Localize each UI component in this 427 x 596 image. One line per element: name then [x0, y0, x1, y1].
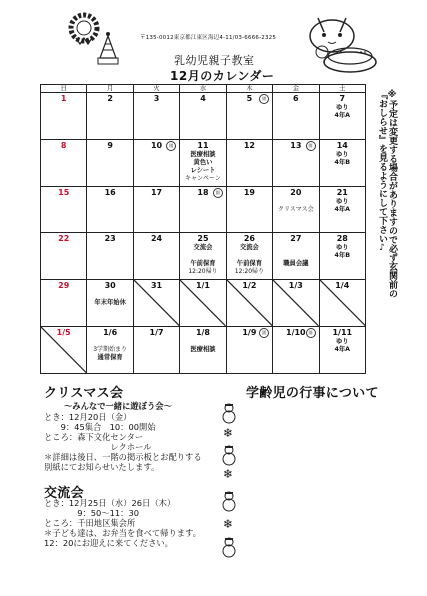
calendar-day-cell — [319, 139, 365, 186]
calendar-day-cell — [273, 93, 319, 140]
weekday-header-row — [41, 85, 366, 93]
calendar-day-cell — [226, 186, 272, 233]
calendar-day-cell — [87, 233, 133, 280]
weekday-label: 木 — [226, 85, 272, 93]
weekday-label: 水 — [180, 85, 226, 93]
snowflake-icon: ❄ — [223, 467, 234, 481]
weekday-label: 金 — [273, 85, 319, 93]
closed-day-slash — [320, 280, 365, 326]
day-event-text: 医療相談 — [190, 150, 216, 158]
calendar-day-cell — [180, 233, 226, 280]
day-event-text: 午前保育 — [190, 260, 216, 268]
day-number: 7 — [339, 94, 346, 103]
christmas-line: ところ：森下文化センター — [44, 432, 144, 442]
closed-day-slash — [227, 280, 272, 326]
day-number: 1/1 — [195, 281, 210, 291]
calendar-day-cell — [180, 139, 226, 186]
day-number: 28 — [336, 234, 348, 244]
exchange-line: とき：12月25日（水）26日（木） — [44, 498, 176, 508]
day-event-text: 3学期始まり — [93, 346, 128, 354]
side-note — [377, 90, 411, 380]
day-number: 15 — [58, 187, 70, 197]
calendar-day-cell — [41, 280, 87, 327]
weekday-label: 火 — [133, 85, 179, 93]
day-number: 1/2 — [242, 281, 257, 291]
calendar-day-cell — [226, 327, 272, 374]
exchange-line: ところ：千田地区集会所 — [44, 518, 136, 528]
day-event-text: 12:20帰り — [234, 268, 265, 276]
christmas-line: ＊詳細は後日、一階の掲示板とお配りする — [44, 452, 202, 462]
day-event-text: 職員会議 — [283, 260, 309, 268]
calendar-day-cell — [133, 233, 179, 280]
calendar-title: 12月のカレンダー — [170, 69, 275, 83]
exchange-line: 12：20にお迎えに来てください。 — [44, 538, 173, 548]
day-number: 3 — [153, 94, 160, 103]
day-number: 17 — [150, 187, 163, 197]
day-number: 18 — [197, 187, 209, 197]
day-number: 1/3 — [288, 281, 303, 291]
kindergarten-mark-icon: 園 — [213, 188, 223, 198]
day-event-text: 午前保育 — [236, 260, 262, 268]
weekday-label: 日 — [41, 85, 87, 93]
day-event-text: 4年B — [334, 158, 350, 166]
day-event-text: クリスマス会 — [277, 205, 314, 213]
calendar-day-cell — [273, 327, 319, 374]
day-number: 1 — [60, 94, 67, 103]
day-number: 19 — [243, 187, 255, 197]
closed-day-slash — [134, 280, 179, 326]
day-number: 27 — [290, 234, 302, 244]
day-event-text: レシート — [190, 166, 216, 174]
calendar-day-cell — [226, 233, 272, 280]
day-event-text: 交流会 — [239, 244, 259, 252]
weekday-label: 月 — [87, 85, 133, 93]
day-number: 1/10 — [286, 328, 306, 338]
calendar-day-cell — [41, 233, 87, 280]
day-number: 1/8 — [195, 328, 210, 338]
day-event-text: キャンペーン — [185, 174, 221, 182]
day-number: 12 — [243, 140, 255, 150]
wreath-illustration — [58, 8, 126, 66]
side-note-text: ※予定は変更する場合がありますので必ず玄関前の 『おしらせ』を見るようにして下さい♪ — [377, 90, 397, 298]
day-number: 4 — [200, 94, 206, 103]
day-number: 31 — [150, 281, 163, 291]
day-number: 22 — [58, 234, 70, 244]
calendar-day-cell — [180, 280, 226, 327]
calendar-day-cell — [319, 327, 365, 374]
christmas-details — [44, 412, 202, 472]
calendar-day-cell — [41, 327, 87, 374]
day-event-text — [87, 338, 132, 346]
day-event-text: ゆり — [335, 104, 349, 111]
snowman-icon — [220, 402, 238, 424]
christmas-heading: クリスマス会 — [44, 386, 124, 401]
calendar-day-cell — [319, 93, 365, 140]
exchange-heading: 交流会 — [44, 486, 84, 501]
day-number: 1/9 — [242, 328, 257, 338]
day-number: 26 — [243, 234, 255, 244]
kindergarten-mark-icon: 園 — [306, 328, 316, 338]
calendar-day-cell — [273, 186, 319, 233]
christmas-line: とき：12月20日（金） — [44, 412, 132, 422]
calendar-day-cell — [226, 280, 272, 327]
christmas-subtitle: 〜みんなで一緒に遊ぼう会〜 — [64, 401, 172, 411]
day-number: 1/6 — [103, 328, 118, 338]
kindergarten-mark-icon: 園 — [306, 141, 316, 151]
christmas-line: レクホール — [44, 442, 152, 452]
calendar-day-cell — [87, 93, 133, 140]
calendar-day-cell — [319, 280, 365, 327]
organization-name: 乳幼児親子教室 — [174, 54, 255, 67]
calendar-day-cell — [41, 93, 87, 140]
calendar-day-cell — [87, 280, 133, 327]
calendar-day-cell — [87, 139, 133, 186]
day-number: 1/7 — [149, 328, 164, 338]
day-event-text: 交流会 — [193, 244, 213, 252]
address-line: 〒135-0012東京都江東区海辺4-11/03-6666-2325 — [140, 35, 277, 41]
kindergarten-mark-icon: 園 — [259, 94, 269, 104]
calendar-day-cell — [273, 233, 319, 280]
snowman-icon — [220, 536, 238, 558]
day-number: 13 — [290, 140, 302, 150]
calendar-day-cell — [41, 139, 87, 186]
day-number: 11 — [197, 140, 209, 150]
exchange-line: ＊子ども達は、お弁当を食べて帰ります。 — [44, 528, 201, 538]
day-number: 1/4 — [335, 281, 350, 291]
calendar-table — [40, 84, 366, 374]
day-event-text: 12:20帰り — [188, 268, 218, 276]
calendar-day-cell — [133, 186, 179, 233]
snowman-icon — [220, 444, 238, 466]
day-event-text: 医療相談 — [190, 346, 216, 354]
calendar-day-cell — [133, 327, 179, 374]
day-event-text: 年末年始休 — [94, 299, 126, 307]
snowman-icon — [220, 490, 238, 512]
day-number: 25 — [197, 234, 209, 244]
snowflake-icon: ❄ — [223, 426, 234, 440]
day-event-text — [273, 198, 318, 206]
day-number: 5 — [246, 94, 253, 103]
calendar-day-cell — [273, 280, 319, 327]
kindergarten-mark-icon: 園 — [166, 141, 176, 151]
day-event-text: ゆり — [335, 338, 349, 346]
closed-day-slash — [41, 327, 86, 373]
day-number: 1/11 — [332, 328, 353, 338]
weekday-label: 土 — [319, 85, 365, 93]
day-event-text — [273, 244, 318, 252]
day-event-text: 通常保育 — [97, 354, 123, 362]
calendar-day-cell — [133, 139, 179, 186]
day-event-text: 4年A — [334, 205, 351, 213]
calendar-day-cell — [41, 186, 87, 233]
snowflake-icon: ❄ — [223, 517, 234, 531]
closed-day-slash — [180, 280, 225, 326]
christmas-line: 9：45集合 10：00開始 — [44, 422, 156, 432]
day-event-text: 黄色い — [193, 158, 213, 166]
calendar-day-cell — [133, 93, 179, 140]
day-event-text: 4年A — [334, 346, 351, 354]
calendar-day-cell — [273, 139, 319, 186]
day-number: 14 — [336, 140, 348, 150]
day-number: 24 — [150, 234, 163, 244]
school-events-heading: 学齢児の行事について — [246, 386, 379, 401]
day-number: 6 — [293, 94, 299, 103]
calendar-day-cell — [226, 139, 272, 186]
cat-illustration — [298, 8, 382, 80]
calendar-day-cell — [180, 186, 226, 233]
closed-day-slash — [273, 280, 318, 326]
day-number: 29 — [58, 281, 70, 291]
calendar-week-row — [41, 233, 366, 280]
calendar-day-cell — [180, 93, 226, 140]
day-event-text — [180, 338, 225, 346]
calendar-day-cell — [319, 186, 365, 233]
day-number: 20 — [290, 187, 302, 197]
day-event-text: 4年A — [334, 112, 351, 119]
day-number: 2 — [107, 94, 113, 103]
day-number: 21 — [336, 187, 348, 197]
exchange-details — [44, 498, 201, 548]
day-event-text: ゆり — [335, 197, 349, 205]
calendar-week-row — [41, 327, 366, 374]
kindergarten-mark-icon: 園 — [259, 328, 269, 338]
day-event-text: 4年B — [334, 252, 350, 260]
calendar-day-cell — [87, 186, 133, 233]
calendar-day-cell — [319, 233, 365, 280]
day-event-text: ゆり — [335, 150, 349, 158]
calendar-day-cell — [87, 327, 133, 374]
christmas-line: 別紙にてお知らせいたします。 — [44, 462, 160, 472]
day-number: 10 — [150, 140, 163, 150]
day-number: 30 — [104, 281, 116, 291]
calendar-week-row — [41, 280, 366, 327]
day-number: 8 — [60, 140, 67, 150]
calendar-week-row — [41, 139, 366, 186]
calendar-week-row — [41, 93, 366, 140]
day-number: 16 — [104, 187, 116, 197]
day-number: 1/5 — [56, 328, 71, 338]
calendar-week-row — [41, 186, 366, 233]
day-event-text: ゆり — [335, 244, 349, 252]
calendar-day-cell — [226, 93, 272, 140]
calendar-day-cell — [180, 327, 226, 374]
calendar-day-cell — [133, 280, 179, 327]
exchange-line: 9：50〜11：30 — [44, 508, 140, 518]
day-number: 23 — [104, 234, 116, 244]
day-number: 9 — [107, 140, 113, 150]
